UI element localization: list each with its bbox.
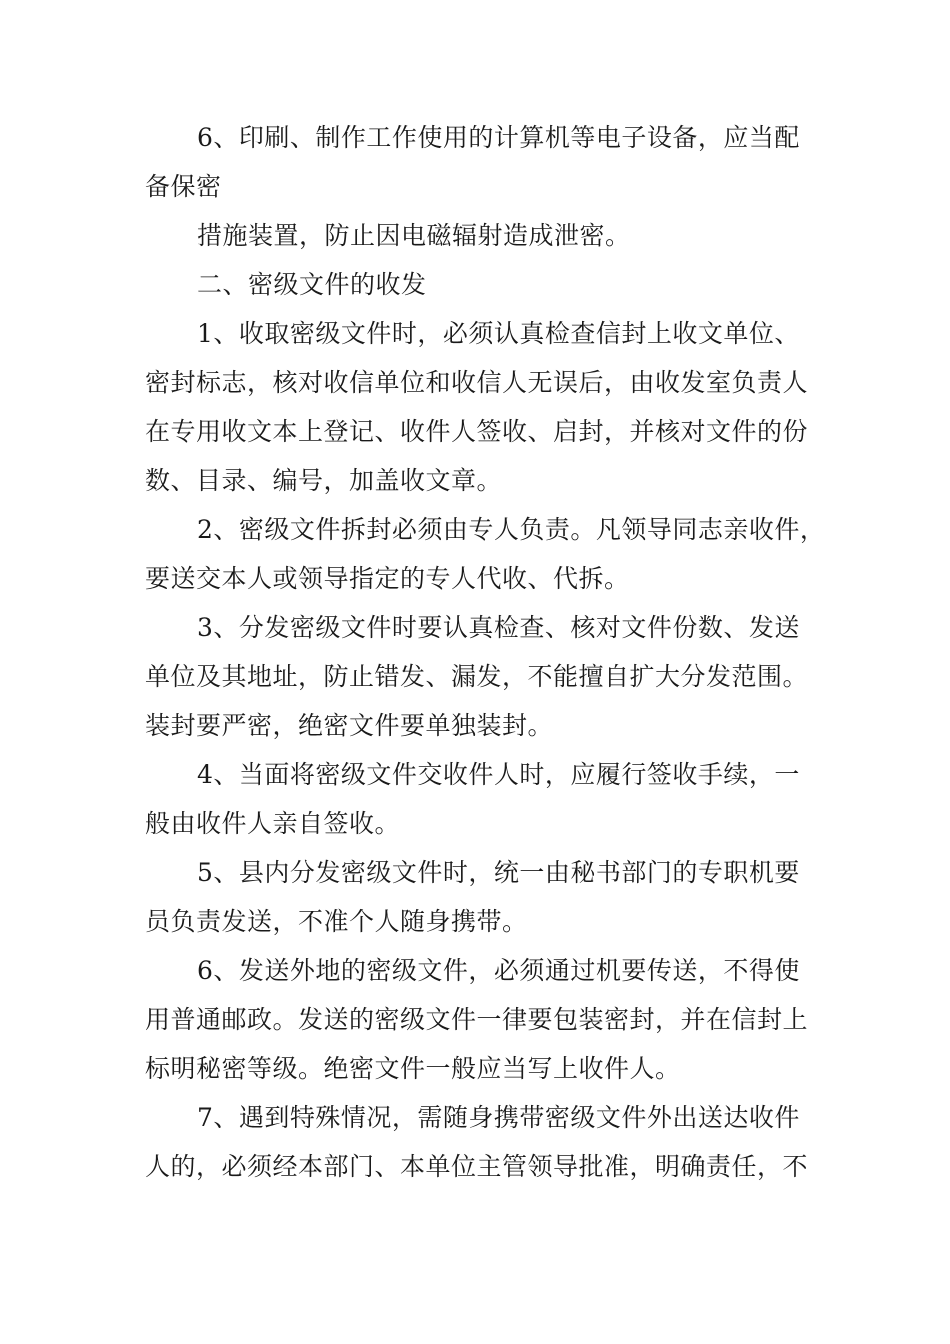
text-line: 2、密级文件拆封必须由专人负责。凡领导同志亲收件， <box>197 515 825 544</box>
text-line: 1、收取密级文件时，必须认真检查信封上收文单位、 <box>197 319 800 348</box>
text-line: 5、县内分发密级文件时，统一由秘书部门的专职机要 <box>197 858 800 887</box>
text-line: 6、印刷、制作工作使用的计算机等电子设备，应当配 <box>197 123 800 152</box>
text-line: 标明秘密等级。绝密文件一般应当写上收件人。 <box>145 1054 681 1083</box>
text-line: 装封要严密，绝密文件要单独装封。 <box>145 711 554 740</box>
text-line: 6、发送外地的密级文件，必须通过机要传送，不得使 <box>197 956 800 985</box>
text-line: 密封标志，核对收信单位和收信人无误后，由收发室负责人 <box>145 368 809 397</box>
text-line: 员负责发送，不准个人随身携带。 <box>145 907 528 936</box>
text-line: 备保密 <box>145 172 222 201</box>
text-line: 二、密级文件的收发 <box>197 270 427 299</box>
text-line: 7、遇到特殊情况，需随身携带密级文件外出送达收件 <box>197 1103 800 1132</box>
text-line: 单位及其地址，防止错发、漏发，不能擅自扩大分发范围。 <box>145 662 809 691</box>
text-line: 用普通邮政。发送的密级文件一律要包装密封，并在信封上 <box>145 1005 809 1034</box>
text-line: 在专用收文本上登记、收件人签收、启封，并核对文件的份 <box>145 417 809 446</box>
text-line: 般由收件人亲自签收。 <box>145 809 401 838</box>
text-line: 要送交本人或领导指定的专人代收、代拆。 <box>145 564 630 593</box>
text-line: 措施装置，防止因电磁辐射造成泄密。 <box>197 221 631 250</box>
text-line: 4、当面将密级文件交收件人时，应履行签收手续，一 <box>197 760 800 789</box>
text-line: 人的，必须经本部门、本单位主管领导批准，明确责任，不 <box>145 1152 809 1181</box>
document-body <box>145 113 825 1191</box>
text-line: 数、目录、编号，加盖收文章。 <box>145 466 503 495</box>
text-line: 3、分发密级文件时要认真检查、核对文件份数、发送 <box>197 613 800 642</box>
